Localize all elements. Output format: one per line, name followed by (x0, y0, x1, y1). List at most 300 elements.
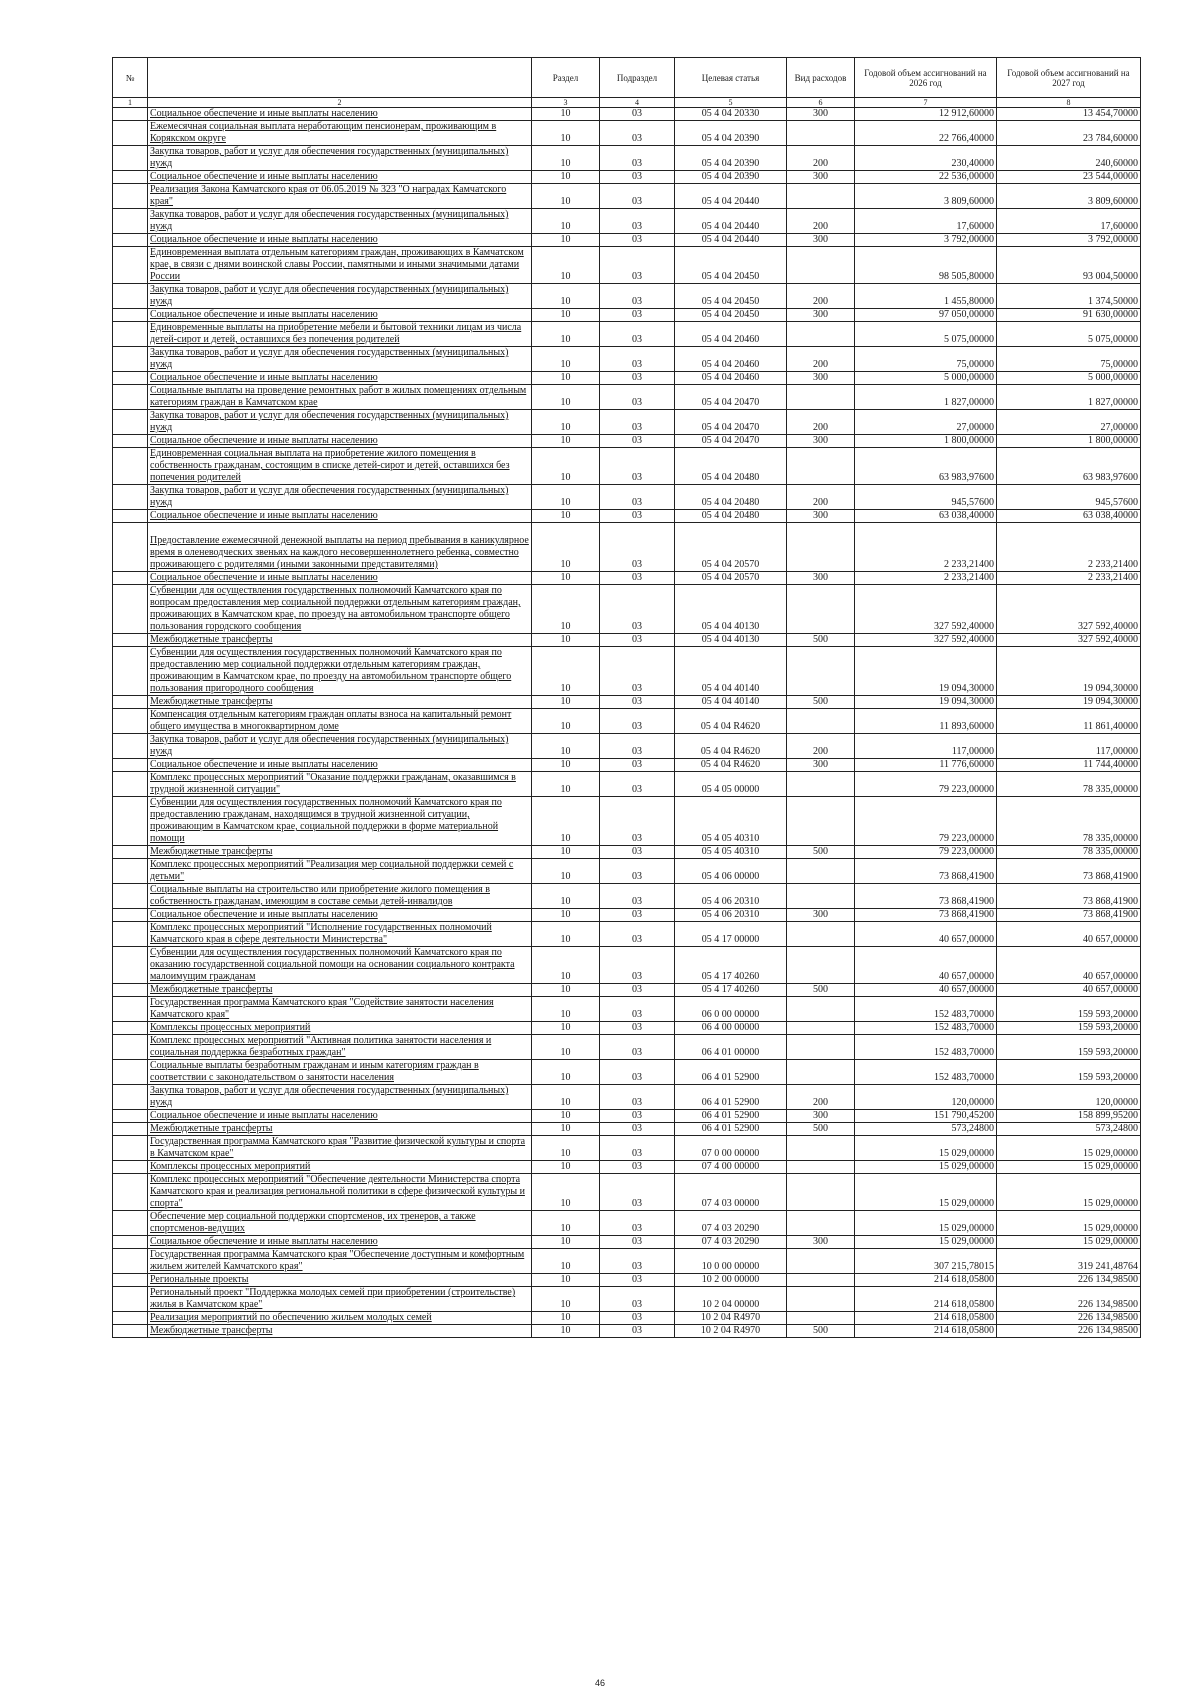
row-amount-2027: 19 094,30000 (997, 647, 1141, 696)
row-vid (787, 709, 855, 734)
row-number (113, 984, 148, 997)
row-vid: 200 (787, 347, 855, 372)
header-row (113, 58, 1141, 98)
row-amount-2027: 319 241,48764 (997, 1249, 1141, 1274)
row-amount-2026: 214 618,05800 (855, 1325, 997, 1338)
row-vid (787, 448, 855, 485)
row-amount-2026: 11 776,60000 (855, 759, 997, 772)
row-razdel: 10 (532, 1274, 600, 1287)
row-razdel: 10 (532, 884, 600, 909)
row-target: 07 4 03 20290 (675, 1211, 787, 1236)
table-row (113, 510, 1141, 523)
row-name: Единовременная социальная выплата на приобретение жилого помещения в собственность гражданам, состоящим в списке детей-сирот и детей, оставшихся без попечения родителей (148, 448, 532, 485)
row-number (113, 1161, 148, 1174)
row-amount-2026: 63 983,97600 (855, 448, 997, 485)
row-name: Единовременные выплаты на приобретение мебели и бытовой техники лицам из числа детей-сирот и детей, оставшихся без попечения родителей (148, 322, 532, 347)
row-vid: 500 (787, 846, 855, 859)
table-row (113, 772, 1141, 797)
row-amount-2027: 159 593,20000 (997, 997, 1141, 1022)
row-number (113, 510, 148, 523)
row-name: Закупка товаров, работ и услуг для обеспечения государственных (муниципальных) нужд (148, 347, 532, 372)
row-amount-2027: 93 004,50000 (997, 247, 1141, 284)
table-row (113, 184, 1141, 209)
table-row (113, 1174, 1141, 1211)
row-podrazdel: 03 (600, 385, 675, 410)
row-target: 10 2 04 R4970 (675, 1312, 787, 1325)
header-num: № (113, 58, 148, 98)
table-row (113, 171, 1141, 184)
table-row (113, 997, 1141, 1022)
row-amount-2026: 1 800,00000 (855, 435, 997, 448)
table-row (113, 385, 1141, 410)
row-amount-2027: 63 983,97600 (997, 448, 1141, 485)
row-name: Субвенции для осуществления государственных полномочий Камчатского края по предоставлению гражданам, находящимся в трудной жизненной ситуации, проживающим в Камчатском крае, социальной поддержки в форме материальной помощи (148, 797, 532, 846)
table-row (113, 734, 1141, 759)
row-amount-2027: 159 593,20000 (997, 1060, 1141, 1085)
table-row (113, 1287, 1141, 1312)
row-name: Единовременная выплата отдельным категориям граждан, проживающих в Камчатском крае, в связи с днями воинской славы России, памятными и иными значимыми датами России (148, 247, 532, 284)
row-target: 06 4 00 00000 (675, 1022, 787, 1035)
row-name: Социальное обеспечение и иные выплаты населению (148, 435, 532, 448)
row-name: Межбюджетные трансферты (148, 696, 532, 709)
row-target: 05 4 04 20480 (675, 485, 787, 510)
row-number (113, 410, 148, 435)
row-razdel: 10 (532, 309, 600, 322)
budget-table (112, 57, 1141, 1338)
table-row (113, 146, 1141, 171)
row-razdel: 10 (532, 859, 600, 884)
row-name: Межбюджетные трансферты (148, 846, 532, 859)
row-amount-2027: 11 861,40000 (997, 709, 1141, 734)
row-amount-2027: 91 630,00000 (997, 309, 1141, 322)
row-razdel: 10 (532, 1110, 600, 1123)
row-number (113, 696, 148, 709)
row-name: Комплексы процессных мероприятий (148, 1022, 532, 1035)
row-vid (787, 772, 855, 797)
row-amount-2027: 17,60000 (997, 209, 1141, 234)
row-amount-2027: 1 827,00000 (997, 385, 1141, 410)
row-podrazdel: 03 (600, 1085, 675, 1110)
row-number (113, 485, 148, 510)
table-row (113, 1161, 1141, 1174)
row-number (113, 1249, 148, 1274)
row-target: 05 4 04 20480 (675, 448, 787, 485)
row-amount-2027: 19 094,30000 (997, 696, 1141, 709)
table-row (113, 1236, 1141, 1249)
table-row (113, 696, 1141, 709)
row-target: 05 4 04 20330 (675, 108, 787, 121)
row-vid: 300 (787, 372, 855, 385)
table-row (113, 1325, 1141, 1338)
table-row (113, 108, 1141, 121)
table-row (113, 572, 1141, 585)
row-podrazdel: 03 (600, 247, 675, 284)
row-vid: 300 (787, 909, 855, 922)
row-number (113, 846, 148, 859)
row-amount-2027: 75,00000 (997, 347, 1141, 372)
row-amount-2026: 75,00000 (855, 347, 997, 372)
row-amount-2027: 327 592,40000 (997, 634, 1141, 647)
table-row (113, 909, 1141, 922)
row-name: Реализация Закона Камчатского края от 06.05.2019 № 323 "О наградах Камчатского края" (148, 184, 532, 209)
row-razdel: 10 (532, 108, 600, 121)
row-target: 07 0 00 00000 (675, 1136, 787, 1161)
row-number (113, 146, 148, 171)
row-podrazdel: 03 (600, 772, 675, 797)
row-vid: 500 (787, 1325, 855, 1338)
row-target: 05 4 04 20450 (675, 309, 787, 322)
header-number: 1 (113, 98, 148, 108)
header-number: 6 (787, 98, 855, 108)
row-podrazdel: 03 (600, 372, 675, 385)
row-amount-2026: 19 094,30000 (855, 647, 997, 696)
row-name: Комплексы процессных мероприятий (148, 1161, 532, 1174)
row-vid (787, 1161, 855, 1174)
row-vid (787, 523, 855, 572)
row-target: 06 4 01 52900 (675, 1060, 787, 1085)
row-vid (787, 1035, 855, 1060)
table-row (113, 435, 1141, 448)
row-amount-2026: 214 618,05800 (855, 1287, 997, 1312)
row-vid: 300 (787, 309, 855, 322)
row-amount-2026: 1 455,80000 (855, 284, 997, 309)
row-podrazdel: 03 (600, 146, 675, 171)
row-number (113, 1274, 148, 1287)
row-number (113, 1060, 148, 1085)
row-target: 05 4 06 00000 (675, 859, 787, 884)
row-amount-2026: 17,60000 (855, 209, 997, 234)
table-row (113, 1110, 1141, 1123)
row-amount-2026: 3 809,60000 (855, 184, 997, 209)
row-amount-2027: 15 029,00000 (997, 1136, 1141, 1161)
row-name: Социальное обеспечение и иные выплаты населению (148, 572, 532, 585)
row-vid: 500 (787, 984, 855, 997)
row-amount-2026: 79 223,00000 (855, 772, 997, 797)
row-target: 06 4 01 00000 (675, 1035, 787, 1060)
row-amount-2026: 2 233,21400 (855, 572, 997, 585)
row-podrazdel: 03 (600, 734, 675, 759)
row-amount-2027: 40 657,00000 (997, 922, 1141, 947)
row-name: Ежемесячная социальная выплата неработающим пенсионерам, проживающим в Корякском округе (148, 121, 532, 146)
row-vid: 300 (787, 234, 855, 247)
row-amount-2027: 23 544,00000 (997, 171, 1141, 184)
row-number (113, 284, 148, 309)
row-name: Социальное обеспечение и иные выплаты населению (148, 759, 532, 772)
row-amount-2026: 63 038,40000 (855, 510, 997, 523)
table-row (113, 247, 1141, 284)
row-amount-2026: 3 792,00000 (855, 234, 997, 247)
header-2026: Годовой объем ассигнований на 2026 год (855, 58, 997, 98)
row-razdel: 10 (532, 1161, 600, 1174)
row-amount-2026: 151 790,45200 (855, 1110, 997, 1123)
row-vid (787, 121, 855, 146)
row-amount-2027: 573,24800 (997, 1123, 1141, 1136)
row-vid (787, 1211, 855, 1236)
row-razdel: 10 (532, 1312, 600, 1325)
table-row (113, 1123, 1141, 1136)
row-amount-2026: 79 223,00000 (855, 797, 997, 846)
row-number (113, 922, 148, 947)
row-podrazdel: 03 (600, 1136, 675, 1161)
row-razdel: 10 (532, 485, 600, 510)
header-number: 4 (600, 98, 675, 108)
row-amount-2027: 226 134,98500 (997, 1325, 1141, 1338)
row-number (113, 634, 148, 647)
row-vid: 300 (787, 759, 855, 772)
row-vid: 200 (787, 485, 855, 510)
header-number: 2 (148, 98, 532, 108)
row-target: 05 4 04 20450 (675, 284, 787, 309)
table-row (113, 410, 1141, 435)
table-row (113, 1136, 1141, 1161)
row-name: Государственная программа Камчатского края "Развитие физической культуры и спорта в Камчатском крае" (148, 1136, 532, 1161)
row-razdel: 10 (532, 647, 600, 696)
row-amount-2026: 152 483,70000 (855, 997, 997, 1022)
row-number (113, 184, 148, 209)
row-podrazdel: 03 (600, 1035, 675, 1060)
row-amount-2026: 573,24800 (855, 1123, 997, 1136)
row-podrazdel: 03 (600, 108, 675, 121)
row-amount-2027: 3 792,00000 (997, 234, 1141, 247)
row-target: 05 4 04 20480 (675, 510, 787, 523)
row-amount-2026: 73 868,41900 (855, 909, 997, 922)
row-podrazdel: 03 (600, 984, 675, 997)
row-amount-2027: 11 744,40000 (997, 759, 1141, 772)
row-vid (787, 1174, 855, 1211)
row-amount-2027: 226 134,98500 (997, 1274, 1141, 1287)
table-row (113, 797, 1141, 846)
row-amount-2026: 2 233,21400 (855, 523, 997, 572)
table-row (113, 347, 1141, 372)
row-amount-2026: 73 868,41900 (855, 859, 997, 884)
row-name: Государственная программа Камчатского края "Содействие занятости населения Камчатского края" (148, 997, 532, 1022)
row-number (113, 108, 148, 121)
row-name: Реализация мероприятий по обеспечению жильем молодых семей (148, 1312, 532, 1325)
header-2027: Годовой объем ассигнований на 2027 год (997, 58, 1141, 98)
row-target: 05 4 04 20470 (675, 410, 787, 435)
row-number (113, 884, 148, 909)
row-target: 05 4 04 R4620 (675, 759, 787, 772)
row-amount-2027: 40 657,00000 (997, 984, 1141, 997)
row-podrazdel: 03 (600, 322, 675, 347)
row-target: 05 4 06 20310 (675, 909, 787, 922)
row-amount-2026: 117,00000 (855, 734, 997, 759)
row-podrazdel: 03 (600, 1060, 675, 1085)
row-name: Субвенции для осуществления государственных полномочий Камчатского края по оказанию государственной социальной помощи на основании социального контракта малоимущим гражданам (148, 947, 532, 984)
header-name (148, 58, 532, 98)
row-name: Социальные выплаты безработным гражданам и иным категориям граждан в соответствии с законодательством о занятости населения (148, 1060, 532, 1085)
row-razdel: 10 (532, 1085, 600, 1110)
row-razdel: 10 (532, 322, 600, 347)
row-target: 10 2 04 R4970 (675, 1325, 787, 1338)
row-podrazdel: 03 (600, 846, 675, 859)
row-amount-2026: 15 029,00000 (855, 1236, 997, 1249)
row-target: 05 4 04 20390 (675, 146, 787, 171)
row-vid: 200 (787, 410, 855, 435)
table-row (113, 884, 1141, 909)
row-razdel: 10 (532, 1174, 600, 1211)
row-amount-2027: 159 593,20000 (997, 1035, 1141, 1060)
row-name: Государственная программа Камчатского края "Обеспечение доступным и комфортным жильем жителей Камчатского края" (148, 1249, 532, 1274)
row-vid (787, 1274, 855, 1287)
table-row (113, 209, 1141, 234)
row-number (113, 1236, 148, 1249)
row-amount-2027: 945,57600 (997, 485, 1141, 510)
row-number (113, 121, 148, 146)
table-row (113, 1274, 1141, 1287)
row-name: Региональные проекты (148, 1274, 532, 1287)
row-target: 05 4 17 40260 (675, 947, 787, 984)
row-amount-2027: 15 029,00000 (997, 1161, 1141, 1174)
row-razdel: 10 (532, 846, 600, 859)
row-name: Социальное обеспечение и иные выплаты населению (148, 171, 532, 184)
row-amount-2027: 40 657,00000 (997, 947, 1141, 984)
row-vid: 200 (787, 209, 855, 234)
row-amount-2026: 5 075,00000 (855, 322, 997, 347)
row-vid: 500 (787, 634, 855, 647)
table-row (113, 859, 1141, 884)
row-name: Субвенции для осуществления государственных полномочий Камчатского края по предоставлению мер социальной поддержки отдельным категориям граждан, проживающим в Камчатском крае, по проезду на автомобильном транспорте общего пользования пригородного сообщения (148, 647, 532, 696)
row-vid (787, 859, 855, 884)
row-podrazdel: 03 (600, 572, 675, 585)
table-row (113, 121, 1141, 146)
row-amount-2027: 5 075,00000 (997, 322, 1141, 347)
row-target: 05 4 06 20310 (675, 884, 787, 909)
table-row (113, 234, 1141, 247)
row-target: 06 4 01 52900 (675, 1085, 787, 1110)
row-razdel: 10 (532, 1136, 600, 1161)
row-vid (787, 997, 855, 1022)
row-amount-2027: 15 029,00000 (997, 1236, 1141, 1249)
row-target: 05 4 04 20460 (675, 347, 787, 372)
row-amount-2026: 15 029,00000 (855, 1136, 997, 1161)
row-podrazdel: 03 (600, 1236, 675, 1249)
row-number (113, 859, 148, 884)
row-vid (787, 1022, 855, 1035)
row-podrazdel: 03 (600, 1211, 675, 1236)
table-row (113, 1211, 1141, 1236)
row-target: 06 4 01 52900 (675, 1123, 787, 1136)
row-razdel: 10 (532, 184, 600, 209)
row-amount-2027: 240,60000 (997, 146, 1141, 171)
table-row (113, 947, 1141, 984)
row-name: Закупка товаров, работ и услуг для обеспечения государственных (муниципальных) нужд (148, 734, 532, 759)
row-number (113, 759, 148, 772)
table-row (113, 1249, 1141, 1274)
row-podrazdel: 03 (600, 1249, 675, 1274)
table-row (113, 1035, 1141, 1060)
row-amount-2027: 73 868,41900 (997, 884, 1141, 909)
table-row (113, 647, 1141, 696)
row-razdel: 10 (532, 734, 600, 759)
row-number (113, 1136, 148, 1161)
row-razdel: 10 (532, 572, 600, 585)
row-podrazdel: 03 (600, 121, 675, 146)
row-razdel: 10 (532, 1236, 600, 1249)
row-vid: 300 (787, 435, 855, 448)
header-vid: Вид расходов (787, 58, 855, 98)
row-name: Компенсация отдельным категориям граждан оплаты взноса на капитальный ремонт общего имущества в многоквартирном доме (148, 709, 532, 734)
row-target: 07 4 03 00000 (675, 1174, 787, 1211)
row-amount-2027: 226 134,98500 (997, 1312, 1141, 1325)
row-amount-2027: 15 029,00000 (997, 1174, 1141, 1211)
row-amount-2027: 1 374,50000 (997, 284, 1141, 309)
row-name: Социальные выплаты на строительство или приобретение жилого помещения в собственность гражданам, имеющим в составе семьи детей-инвалидов (148, 884, 532, 909)
row-number (113, 171, 148, 184)
row-target: 05 4 17 40260 (675, 984, 787, 997)
row-razdel: 10 (532, 797, 600, 846)
row-podrazdel: 03 (600, 1325, 675, 1338)
table-header (113, 58, 1141, 108)
row-razdel: 10 (532, 146, 600, 171)
row-amount-2026: 22 536,00000 (855, 171, 997, 184)
row-razdel: 10 (532, 435, 600, 448)
row-razdel: 10 (532, 984, 600, 997)
row-target: 05 4 17 00000 (675, 922, 787, 947)
row-name: Комплекс процессных мероприятий "Оказание поддержки гражданам, оказавшимся в трудной жизненной ситуации" (148, 772, 532, 797)
row-amount-2026: 40 657,00000 (855, 922, 997, 947)
row-amount-2027: 13 454,70000 (997, 108, 1141, 121)
row-name: Социальное обеспечение и иные выплаты населению (148, 1236, 532, 1249)
row-razdel: 10 (532, 909, 600, 922)
row-razdel: 10 (532, 510, 600, 523)
row-amount-2026: 22 766,40000 (855, 121, 997, 146)
row-name: Социальное обеспечение и иные выплаты населению (148, 1110, 532, 1123)
row-vid (787, 797, 855, 846)
row-number (113, 709, 148, 734)
row-number (113, 234, 148, 247)
row-amount-2026: 97 050,00000 (855, 309, 997, 322)
row-name: Социальное обеспечение и иные выплаты населению (148, 108, 532, 121)
row-target: 05 4 04 20570 (675, 572, 787, 585)
row-name: Социальное обеспечение и иные выплаты населению (148, 510, 532, 523)
row-razdel: 10 (532, 448, 600, 485)
row-amount-2027: 3 809,60000 (997, 184, 1141, 209)
row-number (113, 372, 148, 385)
row-podrazdel: 03 (600, 1274, 675, 1287)
row-name: Предоставление ежемесячной денежной выплаты на период пребывания в каникулярное время в оленеводческих звеньях на каждого несовершеннолетнего ребенка, совместно проживающего с родителями (иными законными представителями) (148, 523, 532, 572)
row-amount-2026: 230,40000 (855, 146, 997, 171)
row-number (113, 309, 148, 322)
row-podrazdel: 03 (600, 171, 675, 184)
row-name: Социальное обеспечение и иные выплаты населению (148, 309, 532, 322)
row-number (113, 947, 148, 984)
row-amount-2027: 120,00000 (997, 1085, 1141, 1110)
row-name: Обеспечение мер социальной поддержки спортсменов, их тренеров, а также спортсменов-ведущих (148, 1211, 532, 1236)
row-name: Социальное обеспечение и иные выплаты населению (148, 372, 532, 385)
row-razdel: 10 (532, 759, 600, 772)
row-target: 07 4 00 00000 (675, 1161, 787, 1174)
row-amount-2026: 40 657,00000 (855, 984, 997, 997)
row-podrazdel: 03 (600, 234, 675, 247)
row-number (113, 448, 148, 485)
row-amount-2027: 63 038,40000 (997, 510, 1141, 523)
row-podrazdel: 03 (600, 1161, 675, 1174)
row-vid (787, 647, 855, 696)
row-target: 05 4 04 20390 (675, 121, 787, 146)
row-target: 05 4 04 40130 (675, 585, 787, 634)
row-podrazdel: 03 (600, 997, 675, 1022)
row-number (113, 772, 148, 797)
table-row (113, 984, 1141, 997)
row-amount-2026: 152 483,70000 (855, 1022, 997, 1035)
row-amount-2027: 117,00000 (997, 734, 1141, 759)
row-podrazdel: 03 (600, 347, 675, 372)
row-name: Субвенции для осуществления государственных полномочий Камчатского края по вопросам предоставления мер социальной поддержки отдельным категориям граждан, проживающих в Камчатском крае, по проезду на автомобильном транспорте общего пользования городского сообщения (148, 585, 532, 634)
row-razdel: 10 (532, 1325, 600, 1338)
row-vid (787, 184, 855, 209)
row-amount-2026: 327 592,40000 (855, 585, 997, 634)
